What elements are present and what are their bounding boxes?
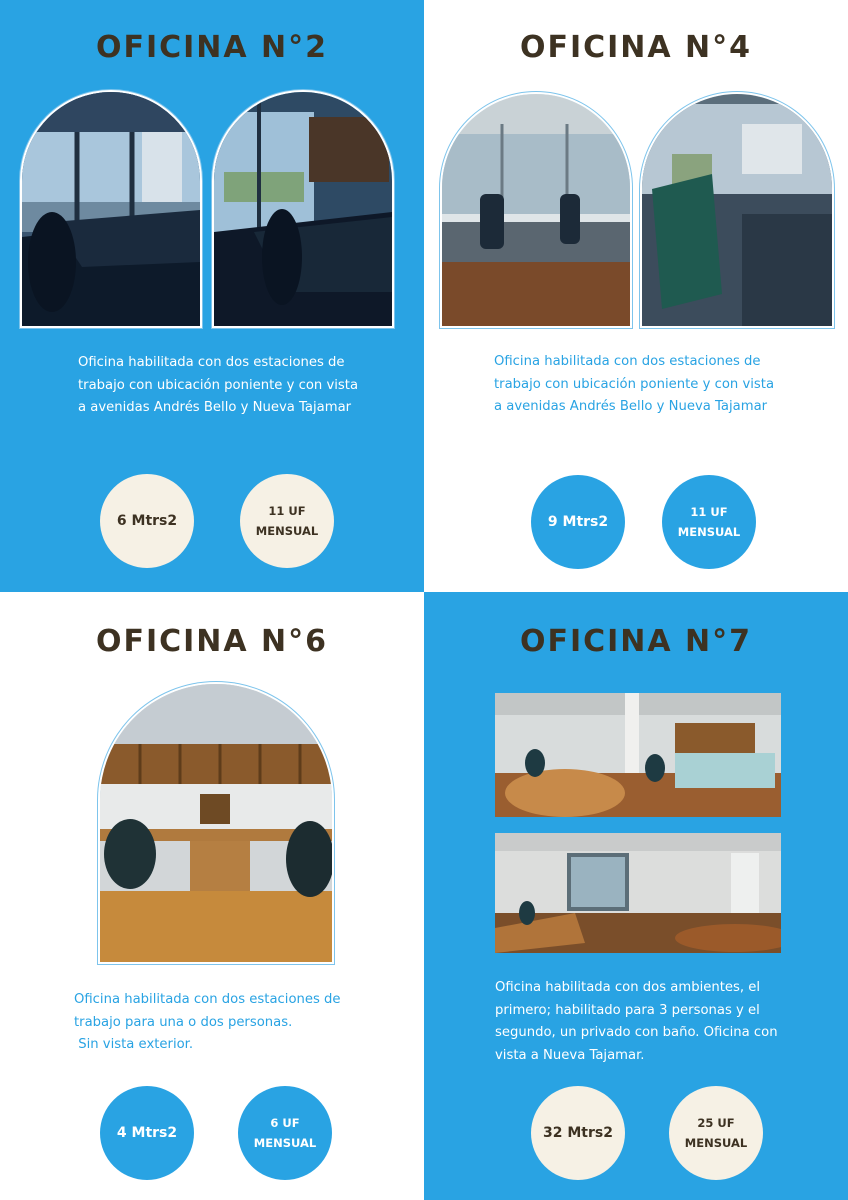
- office-7-price-amount: 25 UF: [697, 1116, 735, 1130]
- office-6-description: Oficina habilitada con dos estaciones de trabajo para una o dos personas. Sin vista exterior.: [74, 992, 341, 1052]
- office-7-photo-2: [495, 833, 781, 953]
- office-2-description: Oficina habilitada con dos estaciones de trabajo con ubicación poniente y con vista a avenidas Andrés Bello y Nueva Tajamar: [78, 355, 359, 415]
- office-6-area: 4 Mtrs2: [116, 1125, 178, 1141]
- office-4-price-badge: [662, 475, 756, 569]
- office-4-photo-1: [442, 94, 630, 326]
- office-6-area-badge: [100, 1086, 194, 1180]
- office-6-title: OFICINA N°6: [95, 624, 329, 659]
- office-7-panel: [424, 592, 848, 1200]
- office-7-price-badge: [669, 1086, 763, 1180]
- office-7-area-badge: [531, 1086, 625, 1180]
- office-6-panel: [0, 592, 424, 1200]
- office-7-area: 32 Mtrs2: [543, 1125, 613, 1141]
- office-4-photo-2: [642, 94, 832, 326]
- office-6-photo: [100, 684, 332, 962]
- office-4-title: OFICINA N°4: [519, 30, 753, 65]
- office-6-price-badge: [238, 1086, 332, 1180]
- office-4-panel: [424, 0, 848, 600]
- office-7-description: Oficina habilitada con dos ambientes, el primero; habilitado para 3 personas y el segundo, un privado con baño. Oficina con vista a Nueva Tajamar.: [495, 980, 778, 1063]
- office-7-photo-1: [495, 693, 781, 817]
- office-2-area: 6 Mtrs2: [116, 513, 178, 529]
- office-2-area-badge: [100, 474, 194, 568]
- office-4-area-badge: [531, 475, 625, 569]
- office-2-photo-2: [214, 92, 392, 326]
- office-2-title: OFICINA N°2: [95, 30, 329, 65]
- office-2-price-badge: [240, 474, 334, 568]
- office-4-price-amount: 11 UF: [690, 505, 728, 519]
- office-7-title: OFICINA N°7: [519, 624, 753, 659]
- office-7-price-period: MENSUAL: [684, 1136, 748, 1150]
- office-4-price-period: MENSUAL: [677, 525, 741, 539]
- office-6-price-amount: 6 UF: [270, 1116, 300, 1130]
- office-4-description: Oficina habilitada con dos estaciones de trabajo con ubicación poniente y con vista a avenidas Andrés Bello y Nueva Tajamar: [494, 354, 775, 414]
- office-4-area: 9 Mtrs2: [547, 514, 609, 530]
- office-2-photo-1: [22, 92, 200, 326]
- office-6-price-period: MENSUAL: [253, 1136, 317, 1150]
- office-2-panel: [0, 0, 424, 600]
- office-2-price-amount: 11 UF: [268, 504, 306, 518]
- office-2-price-period: MENSUAL: [255, 524, 319, 538]
